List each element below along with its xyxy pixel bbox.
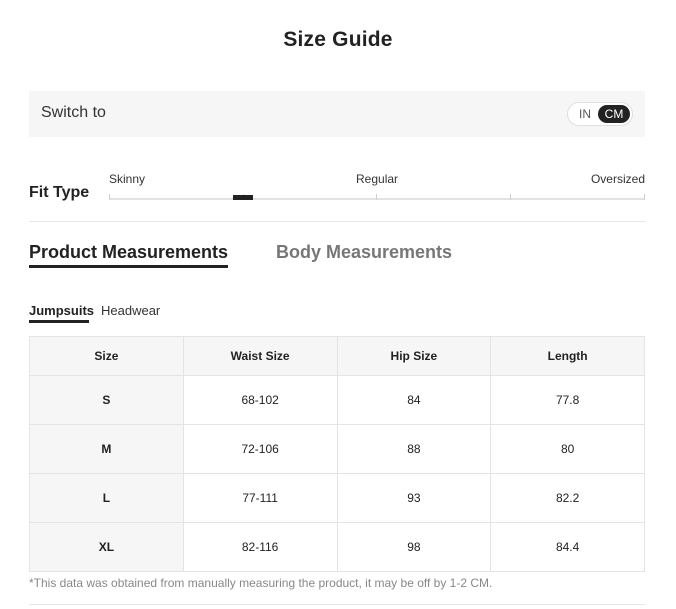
waist-cell: 82-116 <box>183 523 337 572</box>
waist-cell: 77-111 <box>183 474 337 523</box>
fit-scale-oversized: Oversized <box>590 172 645 186</box>
column-header-size: Size <box>30 337 184 376</box>
length-cell: 84.4 <box>491 523 645 572</box>
waist-cell: 72-106 <box>183 425 337 474</box>
column-header-waist: Waist Size <box>183 337 337 376</box>
waist-cell: 68-102 <box>183 376 337 425</box>
length-cell: 82.2 <box>491 474 645 523</box>
fit-notch <box>510 194 511 200</box>
fit-scale-skinny: Skinny <box>109 172 146 186</box>
hip-cell: 88 <box>337 425 491 474</box>
divider <box>29 221 645 222</box>
unit-option-cm[interactable]: CM <box>598 105 630 123</box>
fit-type-label: Fit Type <box>29 184 90 201</box>
column-header-hip: Hip Size <box>337 337 491 376</box>
tab-product-measurements[interactable]: Product Measurements <box>29 242 229 262</box>
fit-notch <box>376 194 377 200</box>
length-cell: 77.8 <box>491 376 645 425</box>
size-table <box>29 336 645 572</box>
fit-level-marker <box>233 195 253 200</box>
table-header-row <box>30 337 645 376</box>
length-cell: 80 <box>491 425 645 474</box>
fit-type-scale <box>109 172 645 204</box>
table-row <box>30 376 645 425</box>
size-cell: M <box>30 425 184 474</box>
unit-switch-bar <box>29 91 645 137</box>
active-subtab-underline <box>29 320 89 323</box>
table-row <box>30 523 645 572</box>
tab-body-measurements[interactable]: Body Measurements <box>276 242 453 262</box>
hip-cell: 93 <box>337 474 491 523</box>
active-tab-underline <box>29 265 228 268</box>
size-cell: S <box>30 376 184 425</box>
table-row <box>30 425 645 474</box>
subtab-headwear[interactable]: Headwear <box>101 303 161 318</box>
subtab-jumpsuits[interactable]: Jumpsuits <box>29 303 95 318</box>
page-title: Size Guide <box>283 28 393 51</box>
hip-cell: 84 <box>337 376 491 425</box>
size-cell: L <box>30 474 184 523</box>
hip-cell: 98 <box>337 523 491 572</box>
column-header-length: Length <box>491 337 645 376</box>
fit-scale-regular: Regular <box>356 172 399 186</box>
unit-toggle[interactable] <box>567 102 633 126</box>
fit-notch <box>109 194 110 200</box>
fit-track <box>109 198 645 200</box>
unit-option-in[interactable]: IN <box>579 107 591 121</box>
unit-switch-label: Switch to <box>41 104 106 121</box>
fit-notch <box>644 194 645 200</box>
size-cell: XL <box>30 523 184 572</box>
divider <box>29 604 645 605</box>
measurement-footnote: *This data was obtained from manually measuring the product, it may be off by 1-2 CM. <box>29 576 493 590</box>
table-row <box>30 474 645 523</box>
